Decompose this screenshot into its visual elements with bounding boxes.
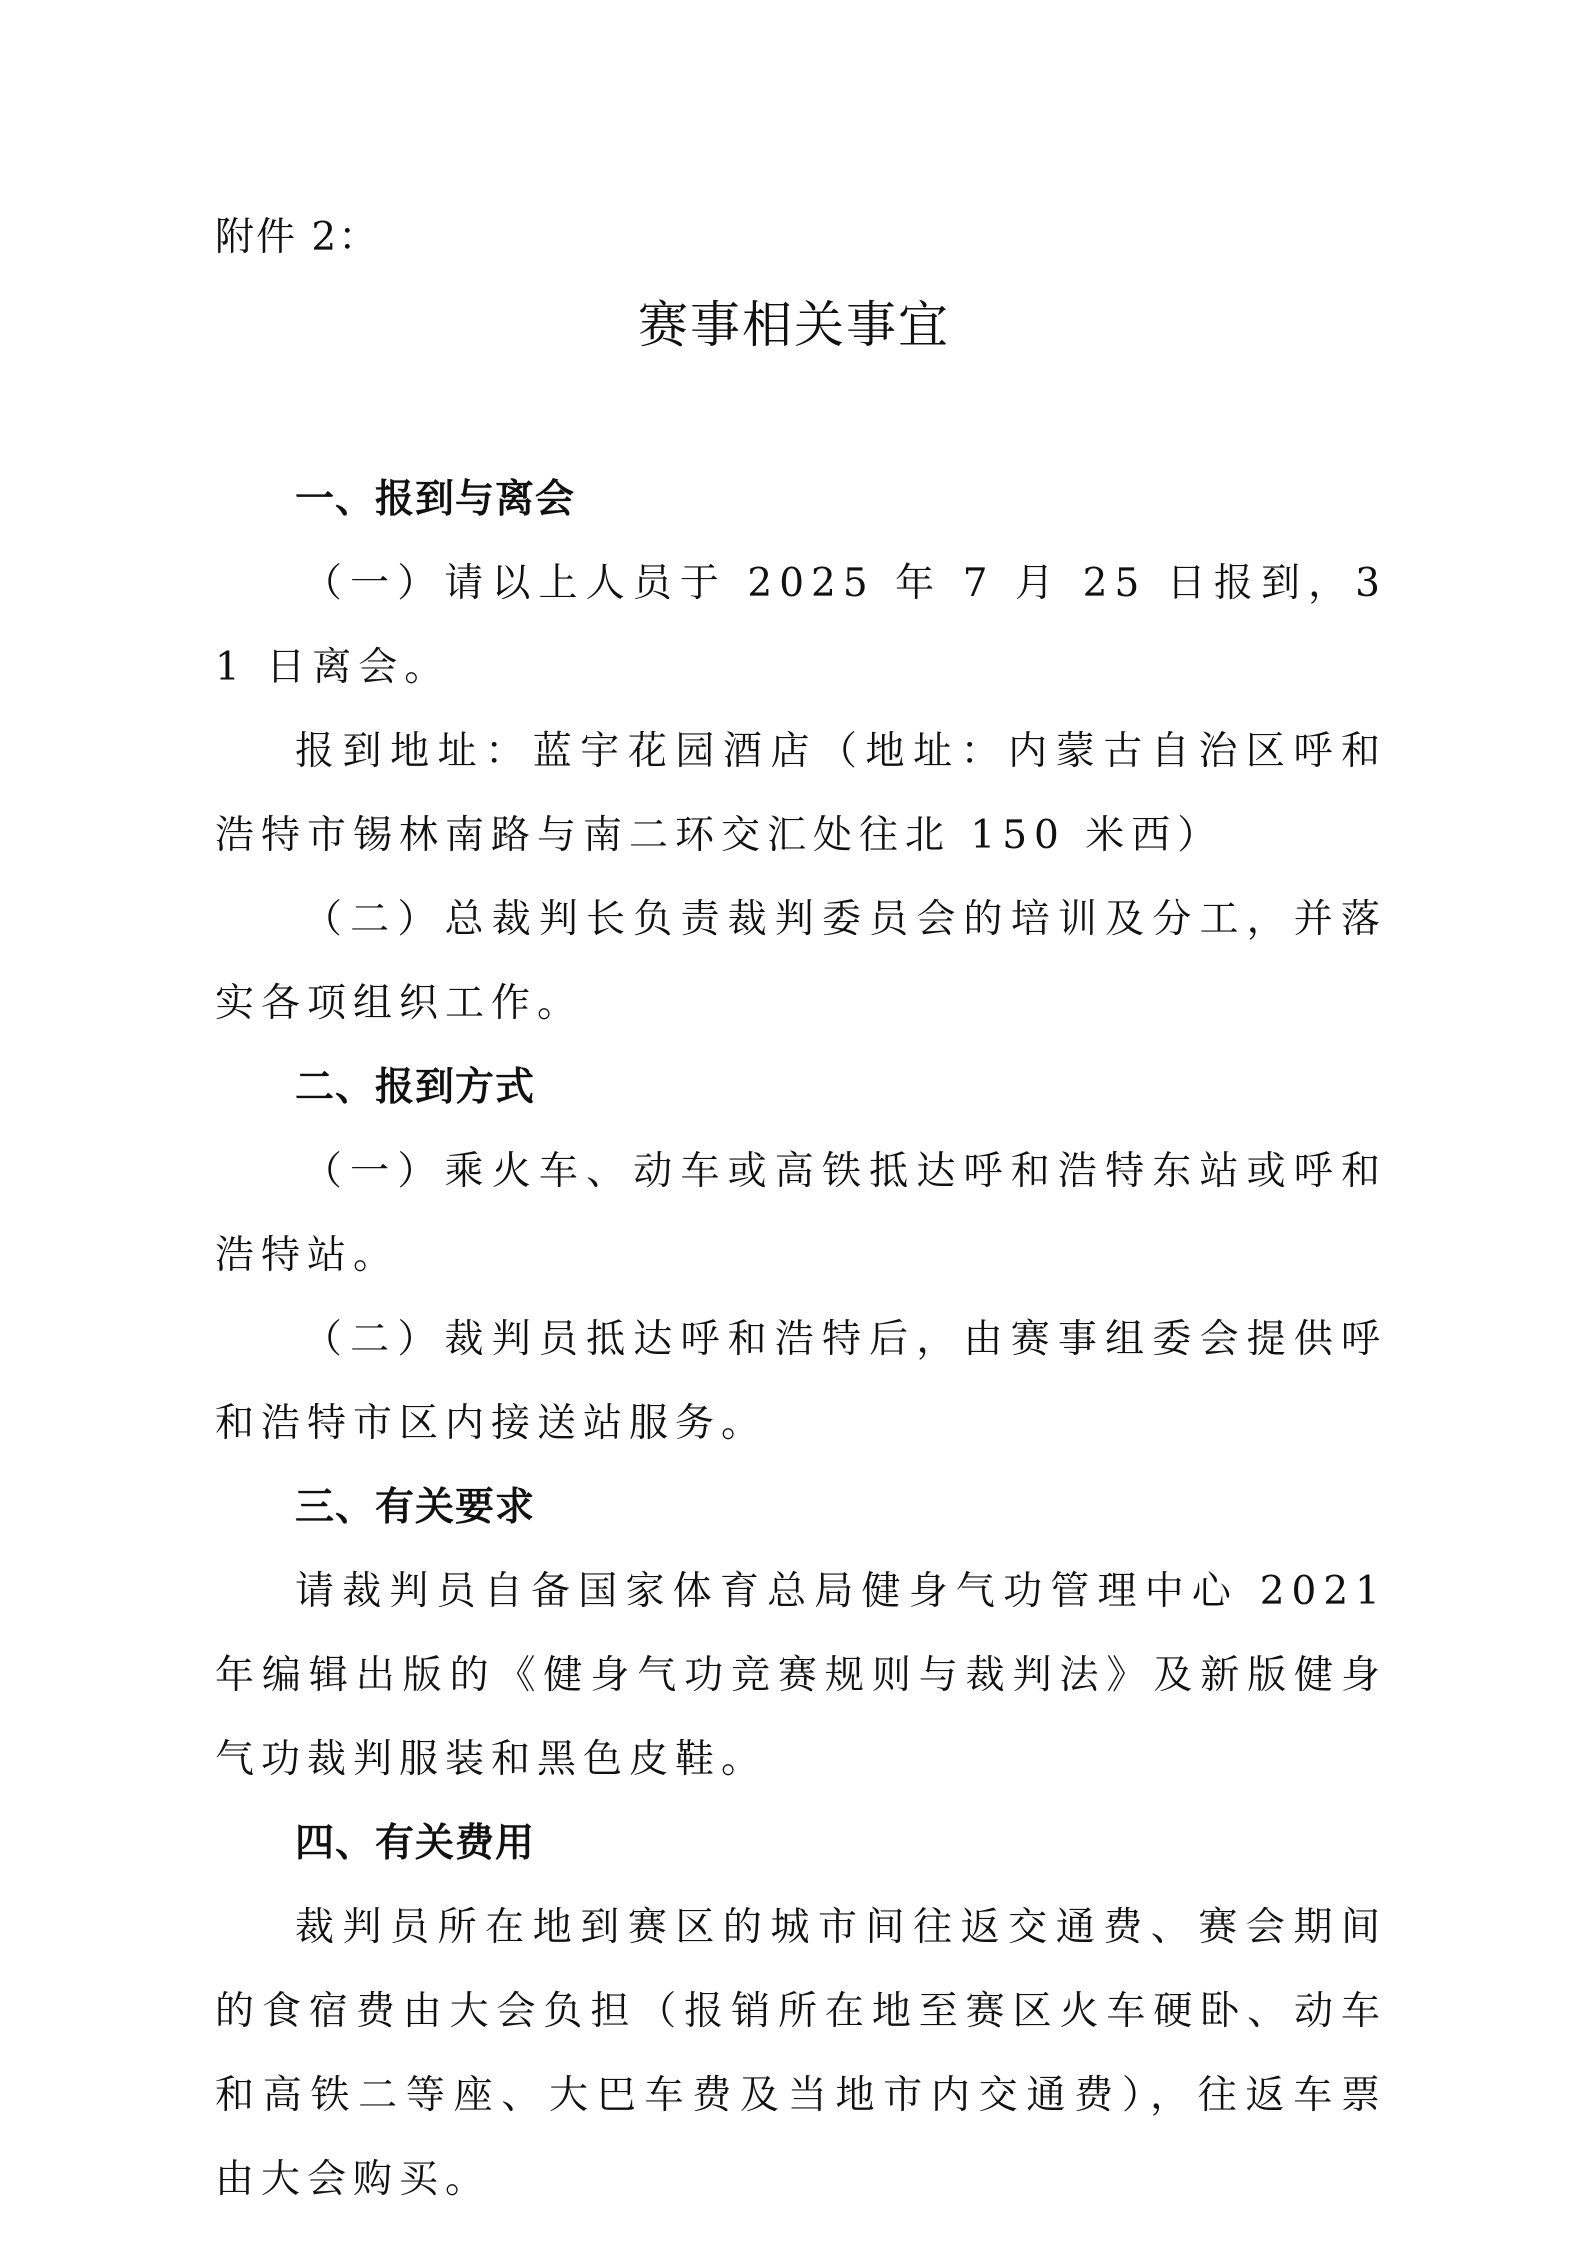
attachment-label: 附件 2： [215,215,380,260]
section-heading-2: 二、报到方式 [295,1065,536,1110]
paragraph: （一）请以上人员于 2025 年 7 月 25 日报到，31 日离会。 [215,561,1387,690]
paragraph: （二）总裁判长负责裁判委员会的培训及分工，并落实各项组织工作。 [215,897,1387,1026]
section-heading-3: 三、有关要求 [295,1485,536,1530]
paragraph: （一）乘火车、动车或高铁抵达呼和浩特东站或呼和浩特站。 [215,1149,1387,1278]
paragraph: 裁判员所在地到赛区的城市间往返交通费、赛会期间的食宿费由大会负担（报销所在地至赛区火车硬卧、动车和高铁二等座、大巴车费及当地市内交通费），往返车票由大会购买。 [215,1905,1387,2202]
paragraph: 报到地址：蓝宇花园酒店（地址：内蒙古自治区呼和浩特市锡林南路与南二环交汇处往北 150 米西） [215,729,1387,858]
document-title: 赛事相关事宜 [638,296,950,354]
paragraph: 请裁判员自备国家体育总局健身气功管理中心 2021 年编辑出版的《健身气功竞赛规则与裁判法》及新版健身气功裁判服装和黑色皮鞋。 [215,1569,1387,1782]
document-body [215,458,1387,2222]
section-heading-1: 一、报到与离会 [295,477,576,522]
paragraph: （二）裁判员抵达呼和浩特后，由赛事组委会提供呼和浩特市区内接送站服务。 [215,1317,1387,1446]
section-heading-4: 四、有关费用 [295,1821,536,1866]
